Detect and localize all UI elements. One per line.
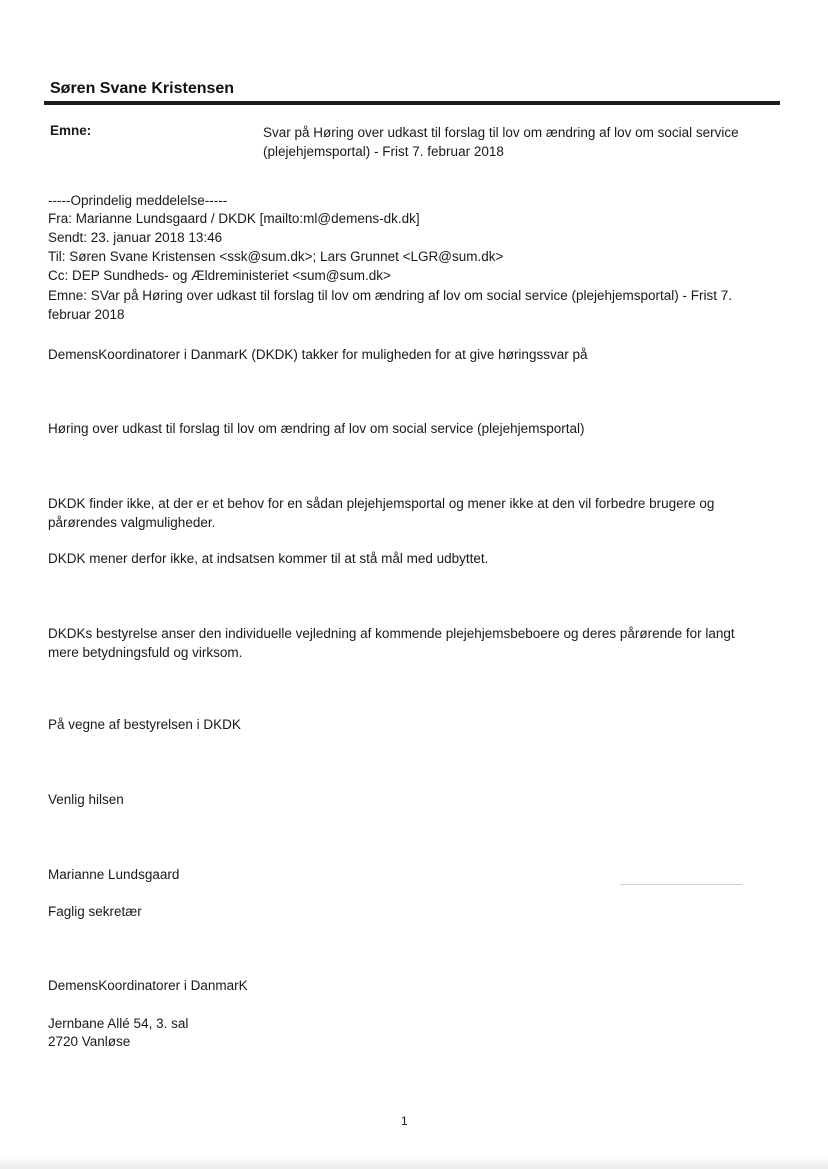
signature-greeting: Venlig hilsen: [48, 792, 124, 807]
signature-on-behalf: På vegne af bestyrelsen i DKDK: [48, 717, 241, 732]
original-message-separator: -----Oprindelig meddelelse-----: [48, 193, 228, 208]
body-paragraph-3: DKDK finder ikke, at der er et behov for en sådan plejehjemsportal og mener ikke at den vil forbedre brugere og pårørendes valgmuligheder.: [48, 496, 715, 530]
scan-bottom-shadow: [0, 1155, 828, 1169]
page-number: 1: [401, 1114, 408, 1128]
sender-name: Søren Svane Kristensen: [50, 80, 235, 97]
body-paragraph-4: DKDK mener derfor ikke, at indsatsen kommer til at stå mål med udbyttet.: [48, 551, 489, 566]
original-subject: Emne: SVar på Høring over udkast til forslag til lov om ændring af lov om social service (plejehjemsportal) - Frist 7. februar 2018: [48, 288, 732, 322]
original-to: Til: Søren Svane Kristensen <ssk@sum.dk>; Lars Grunnet <LGR@sum.dk>: [48, 249, 504, 264]
body-paragraph-5: DKDKs bestyrelse anser den individuelle vejledning af kommende plejehjemsbeboere og deres pårørende for langt mere betydningsfuld og virksom.: [48, 626, 735, 660]
original-from: Fra: Marianne Lundsgaard / DKDK [mailto:ml@demens-dk.dk]: [48, 211, 420, 226]
signature-title: Faglig sekretær: [48, 904, 142, 919]
signature-name: Marianne Lundsgaard: [48, 867, 180, 882]
subject-value: Svar på Høring over udkast til forslag til lov om ændring af lov om social service (plejehjemsportal) - Frist 7. februar 2018: [263, 125, 739, 159]
original-sent: Sendt: 23. januar 2018 13:46: [48, 230, 223, 245]
body-paragraph-1: DemensKoordinatorer i DanmarK (DKDK) takker for muligheden for at give høringssvar på: [48, 347, 588, 362]
subject-label: Emne:: [50, 123, 92, 138]
scan-artifact: [620, 884, 742, 885]
body-paragraph-2: Høring over udkast til forslag til lov om ændring af lov om social service (plejehjemsportal): [48, 421, 585, 436]
original-cc: Cc: DEP Sundheds- og Ældreministeriet <sum@sum.dk>: [48, 268, 391, 283]
address-line-1: Jernbane Allé 54, 3. sal: [48, 1016, 189, 1031]
address-line-2: 2720 Vanløse: [48, 1034, 131, 1049]
header-divider: [44, 101, 780, 105]
signature-organization: DemensKoordinatorer i DanmarK: [48, 978, 248, 993]
